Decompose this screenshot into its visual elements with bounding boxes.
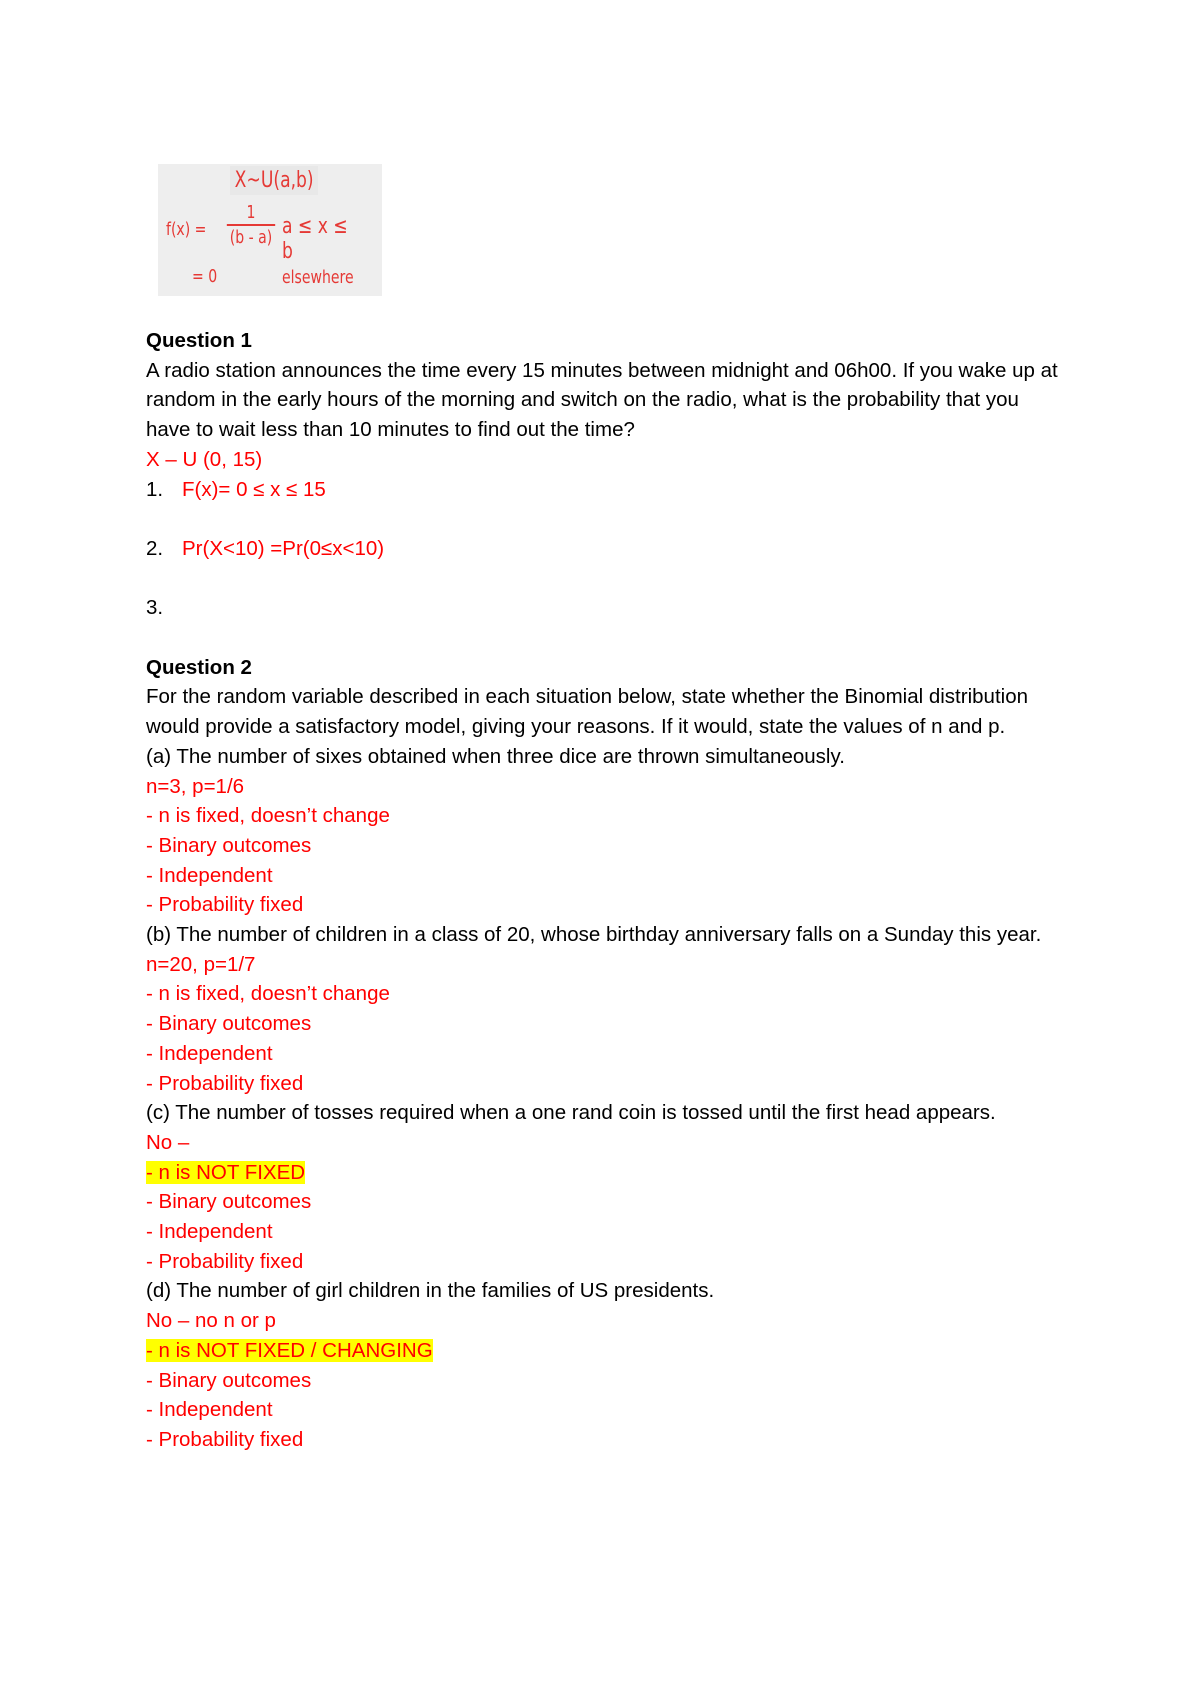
part-reason: - n is fixed, doesn’t change xyxy=(146,982,390,1006)
question-2-part-a xyxy=(146,742,1066,920)
part-reason: - Probability fixed xyxy=(146,893,304,917)
part-question: (b) The number of children in a class of 20, whose birthday anniversary falls on a Sunday this year. xyxy=(146,923,1042,947)
question-1-heading: Question 1 xyxy=(146,329,252,352)
step-text: F(x)= 0 ≤ x ≤ 15 xyxy=(182,477,326,501)
part-reason-highlighted xyxy=(146,1336,1066,1366)
formula-fraction xyxy=(220,202,282,248)
part-answer: n=3, p=1/6 xyxy=(146,774,245,798)
question-2-text: For the random variable described in each situation below, state whether the Binomial distribution would provide a satisfactory model, giving your reasons. If it would, state the values of n and p. xyxy=(146,685,1028,739)
formula-fx-label: f(x) = xyxy=(166,219,207,240)
uniform-distribution-formula-image xyxy=(158,164,382,296)
part-question: (a) The number of sixes obtained when three dice are thrown simultaneously. xyxy=(146,744,845,768)
formula-numerator: 1 xyxy=(227,202,275,226)
part-reason: - Independent xyxy=(146,1398,273,1422)
part-question: (d) The number of girl children in the families of US presidents. xyxy=(146,1279,715,1303)
part-answer: No – xyxy=(146,1130,190,1154)
formula-range: a ≤ x ≤ b xyxy=(282,214,348,264)
step-number: 1. xyxy=(146,477,164,501)
question-2-part-c xyxy=(146,1098,1066,1276)
part-reason: - Probability fixed xyxy=(146,1249,304,1273)
part-reason: - n is fixed, doesn’t change xyxy=(146,804,390,828)
document-body xyxy=(146,326,1066,1455)
formula-elsewhere: elsewhere xyxy=(282,267,354,288)
part-reason: - Binary outcomes xyxy=(146,1190,312,1214)
part-reason: - Probability fixed xyxy=(146,1427,304,1451)
part-reason: - Binary outcomes xyxy=(146,1368,312,1392)
highlight: - n is NOT FIXED / CHANGING xyxy=(146,1338,433,1362)
step-number: 3. xyxy=(146,596,164,620)
part-answer: No – no n or p xyxy=(146,1309,276,1333)
part-reason: - Independent xyxy=(146,1041,273,1065)
step-number: 2. xyxy=(146,536,164,560)
step-text: Pr(X<10) =Pr(0≤x<10) xyxy=(182,536,385,560)
question-1-step-1 xyxy=(146,475,1066,505)
question-2-part-b xyxy=(146,920,1066,1098)
question-1-step-3 xyxy=(146,593,1066,623)
part-answer: n=20, p=1/7 xyxy=(146,952,256,976)
question-1-step-2 xyxy=(146,534,1066,564)
part-reason: - Independent xyxy=(146,1220,273,1244)
formula-zero-value: = 0 xyxy=(192,266,218,287)
question-2-heading: Question 2 xyxy=(146,655,252,679)
question-2-part-d xyxy=(146,1276,1066,1454)
formula-denominator: (b - a) xyxy=(229,227,273,248)
question-1-text: A radio station announces the time every 15 minutes between midnight and 06h00. If you wake up at random in the early hours of the morning and switch on the radio, what is the probability that you have to wait less than 10 minutes to find out the time? xyxy=(146,358,1058,442)
formula-title: X~U(a,b) xyxy=(230,166,318,195)
part-reason: - Binary outcomes xyxy=(146,833,312,857)
part-question: (c) The number of tosses required when a one rand coin is tossed until the first head appears. xyxy=(146,1101,996,1125)
part-reason-highlighted xyxy=(146,1158,1066,1188)
part-reason: - Binary outcomes xyxy=(146,1012,312,1036)
part-reason: - Probability fixed xyxy=(146,1071,304,1095)
question-1-answer: X – U (0, 15) xyxy=(146,447,263,471)
highlight: - n is NOT FIXED xyxy=(146,1160,306,1184)
part-reason: - Independent xyxy=(146,863,273,887)
question-1 xyxy=(146,326,1066,653)
question-2 xyxy=(146,653,1066,1455)
